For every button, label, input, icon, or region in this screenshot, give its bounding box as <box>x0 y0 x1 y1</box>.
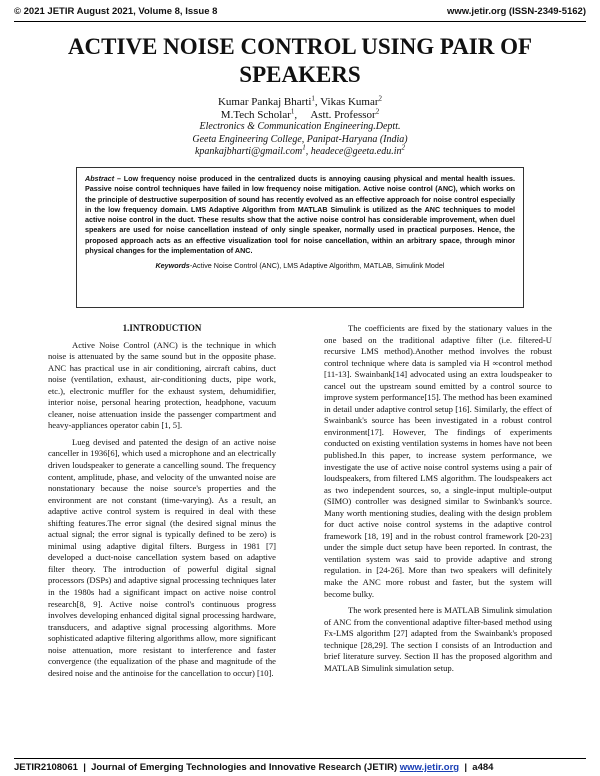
email-2[interactable]: headece@geeta.edu.in <box>310 146 402 158</box>
footer-journal-name: Journal of Emerging Technologies and Innovative Research (JETIR) <box>91 762 400 773</box>
paragraph-1: Active Noise Control (ANC) is the technique in which noise is attenuated by the same sound but in the opposite phase. ANC has practical use in air conditioning, aircraft cabins, duct noise (ventilation, exhaust, air-conditioning ducts, pipe work, etc.), electronic muffler for the exhaust system, dehumidifier, interior noise, personal hearing protection, headphone, vacuum cleaner, noise attenuation inside the passenger compartment and heavy-appliances operator cabin [1, 5]. <box>48 339 276 431</box>
keywords <box>85 261 515 271</box>
section-heading-introduction: 1.INTRODUCTION <box>122 323 202 333</box>
email-1[interactable]: kpankajbharti@gmail.com <box>194 146 303 158</box>
abstract-body: – Low frequency noise produced in the centralized ducts is annoying causing physical and mental health issues. Passive noise control techniques have failed in low frequency noise mitigation. Active noise control (ANC), which works on the principle of destructive superposition of sound has recently evolved as an effective approach for noise control especially in the low frequency domain. LMS Adaptive Algorithm from MATLAB Simulink is utilized as the ANC techniques to model active noise control in the duct. These results show that the active noise control has considerable improvement, when duel speakers are used for noise cancellation instead of only single speaker, normally used in practical purposes. Hence, the proposed approach acts as an effective visualization tool for noise cancellation, within an arbitrary space, through minor physical changes for the implementation of ANC. <box>85 174 515 256</box>
keywords-label: Keywords <box>155 261 190 271</box>
footer-paper-id: JETIR2108061 <box>14 762 78 773</box>
role-separator: , <box>294 108 311 121</box>
author-emails <box>20 146 580 159</box>
role-2-sup: 2 <box>375 106 380 115</box>
author-separator: , <box>314 96 321 108</box>
role-1: M.Tech Scholar <box>220 108 291 121</box>
role-1-sup: 1 <box>290 106 295 115</box>
author-2-sup: 2 <box>378 94 383 103</box>
author-block <box>20 96 580 159</box>
paragraph-2: Lueg devised and patented the design of an active noise canceller in 1936[6], which used a microphone and an electrically driven loudspeaker to generate a cancelling sound. The frequency content, amplitude, phase, and velocity of the unwanted noise are nonstationary because the noise source's properties and the environment are not constant (time-varying). As a result, an adaptive active control system is required in deal with these shifting features.The error signal (the desired signal minus the actual signal; the error signal is typically defined to be zero) is minimal using adaptive digital filters. Burgess in 1981 [7] developed a duct-noise cancellation system based on adaptive filter theory. The introduction of powerful digital signal processors (DSPs) and adaptive signal processing techniques later in the 1980s had a significant impact on active noise control research[8, 9]. Active noise control's continuous progress involves developing enhanced digital signal processing hardware, transducers, and adaptive signal processing algorithms. More sophisticated adaptive filtering algorithms allow, more significant noise attenuation, more resistant to interference and faster convergence (the equalization of the phase and magnitude of the desired noise and the antinoise for the cancellation to occur) [10]. <box>48 436 276 678</box>
keywords-list: -Active Noise Control (ANC), LMS Adaptive Algorithm, MATLAB, Simulink Model <box>189 261 445 271</box>
abstract-box <box>76 167 524 308</box>
abstract-text <box>85 174 515 256</box>
author-names <box>20 96 580 109</box>
footer-separator-1: | <box>77 762 92 773</box>
running-footer <box>14 762 586 773</box>
email-2-sup: 2 <box>401 144 406 153</box>
paper-title: ACTIVE NOISE CONTROL USING PAIR OF SPEAKERS <box>67 34 533 87</box>
author-roles <box>20 106 580 122</box>
footer-page-number: a484 <box>472 762 494 773</box>
header-journal-info: © 2021 JETIR August 2021, Volume 8, Issue 8 <box>14 6 218 17</box>
email-1-sup: 1 <box>302 144 306 153</box>
author-1: Kumar Pankaj Bharti <box>217 96 312 108</box>
email-separator: , <box>305 146 311 158</box>
footer-separator-2: | <box>459 762 473 773</box>
paragraph-3: The coefficients are fixed by the stationary values in the one based on the traditional adaptive filter (i.e. filtered-U recursive LMS method).Another method involves the robust control technique where data is sampled via H ∞control method [11-13]. Swainbank[14] advocated using an extra loudspeaker to cancel out the upstream sound emitted by a control source to improve system performance[15]. The method has been examined in detail under adaptive control setup [16]. Similarly, the effect of Swainbank's source has been investigated in a robust control environment[17]. However, The findings of experiments conducted on existing ventilation systems in homes have not been published.In this paper, to increase system performance, we investigate the use of active noise control systems using a pair of loudspeakers, from filtered LMS algorithm. The loudspeakers act as two independent sources, so, a single-input multiple-output (SIMO) controller was designed similar to Swinbank's source. Many worth mentioning studies, dealing with the design problem for duct active noise control systems in the adaptive control framework [18, 19] and in the robust control framework [20-23] under the simple duct setup have been reported. In contrast, the ventilation system was said to provide adaptive and strong regulation. in [24-26]. More than two speakers will definitely make the ANC more robust and faster, but the system will become bulky. <box>324 323 552 599</box>
header-rule <box>14 21 586 22</box>
author-1-sup: 1 <box>311 94 315 103</box>
role-2: Astt. Professor <box>310 108 376 121</box>
right-column <box>324 323 552 674</box>
college: Geeta Engineering College, Panipat-Haryana (India) <box>192 133 408 145</box>
left-column <box>48 323 276 679</box>
abstract-label: Abstract <box>85 174 115 183</box>
footer-rule <box>14 758 586 759</box>
footer-journal-link[interactable]: www.jetir.org <box>399 762 460 773</box>
paragraph-4: The work presented here is MATLAB Simulink simulation of ANC from the conventional adaptive filter-based method using Fx-LMS algorithm [27] adapted from the Swainbank's proposed technique [28,29]. The section I consists of an Introduction and brief literature survey. Section II has the proposed algorithm and MATLAB Simulink simulation setup. <box>324 605 552 673</box>
running-header <box>14 6 586 20</box>
author-2: Vikas Kumar <box>320 96 379 108</box>
department: Electronics & Communication Engineering.Deptt. <box>199 121 401 133</box>
header-issn: www.jetir.org (ISSN-2349-5162) <box>446 6 586 17</box>
